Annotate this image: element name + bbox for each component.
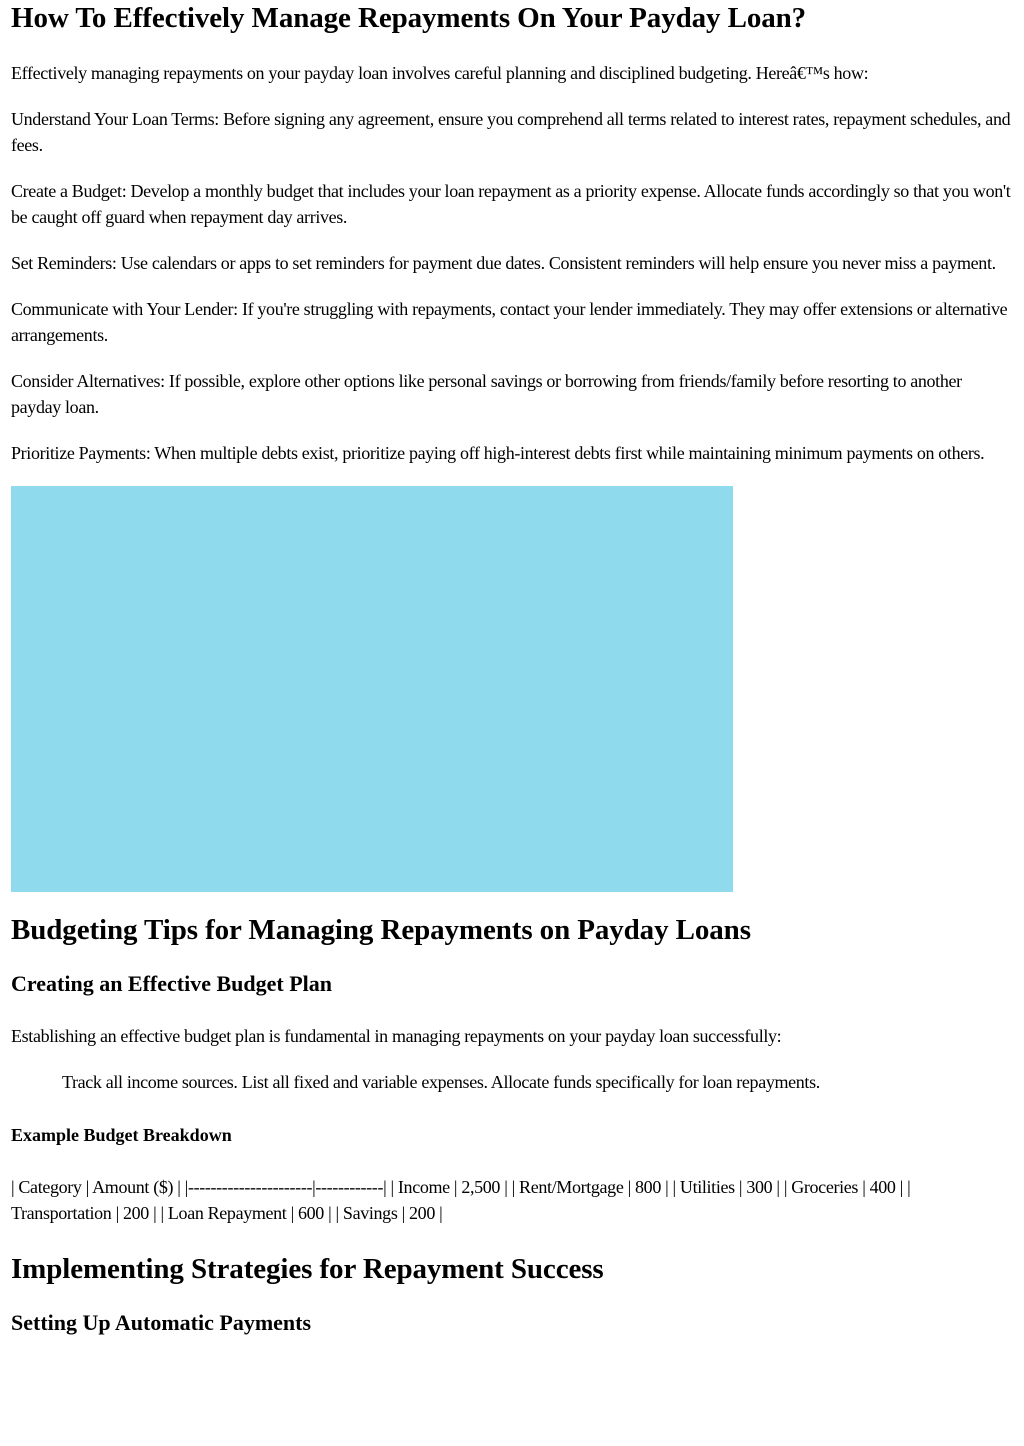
budget-table-text: | Category | Amount ($) | |----------------------|------------| | Income | 2,500 | | Rent/Mortgage | 800 | | Utilities | 300 | | Groceries | 400 | | Transportation | 200 | | Loan Repayment | 600 | | Savings | 200 | xyxy=(11,1177,911,1223)
example-budget-heading: Example Budget Breakdown xyxy=(11,1125,232,1145)
strategies-section-title: Implementing Strategies for Repayment Success xyxy=(11,1253,604,1285)
budget-plan-intro: Establishing an effective budget plan is fundamental in managing repayments on your payday loan successfully: xyxy=(11,1026,782,1046)
tip-set-reminders: Set Reminders: Use calendars or apps to set reminders for payment due dates. Consistent reminders will help ensure you never miss a payment. xyxy=(11,253,996,273)
budgeting-section-title: Budgeting Tips for Managing Repayments on Payday Loans xyxy=(11,914,751,946)
tip-consider-alternatives: Consider Alternatives: If possible, explore other options like personal savings or borrowing from friends/family before resorting to another payday loan. xyxy=(11,371,962,417)
automatic-payments-subtitle: Setting Up Automatic Payments xyxy=(11,1310,312,1335)
tip-loan-terms: Understand Your Loan Terms: Before signing any agreement, ensure you comprehend all terms related to interest rates, repayment schedules, and fees. xyxy=(11,109,1011,155)
budget-steps: Track all income sources. List all fixed and variable expenses. Allocate funds specifically for loan repayments. xyxy=(62,1072,820,1092)
intro-paragraph: Effectively managing repayments on your payday loan involves careful planning and disciplined budgeting. Hereâ€™s how: xyxy=(11,63,869,83)
article-image xyxy=(11,486,733,892)
budget-plan-subtitle: Creating an Effective Budget Plan xyxy=(11,971,333,996)
tip-create-budget: Create a Budget: Develop a monthly budget that includes your loan repayment as a priority expense. Allocate funds accordingly so that you won't be caught off guard when repayment day arrives. xyxy=(11,181,1011,227)
tip-communicate-lender: Communicate with Your Lender: If you're struggling with repayments, contact your lender immediately. They may offer extensions or alternative arrangements. xyxy=(11,299,1008,345)
tip-prioritize-payments: Prioritize Payments: When multiple debts exist, prioritize paying off high-interest debts first while maintaining minimum payments on others. xyxy=(11,443,985,463)
page-title: How To Effectively Manage Repayments On Your Payday Loan? xyxy=(11,2,807,34)
